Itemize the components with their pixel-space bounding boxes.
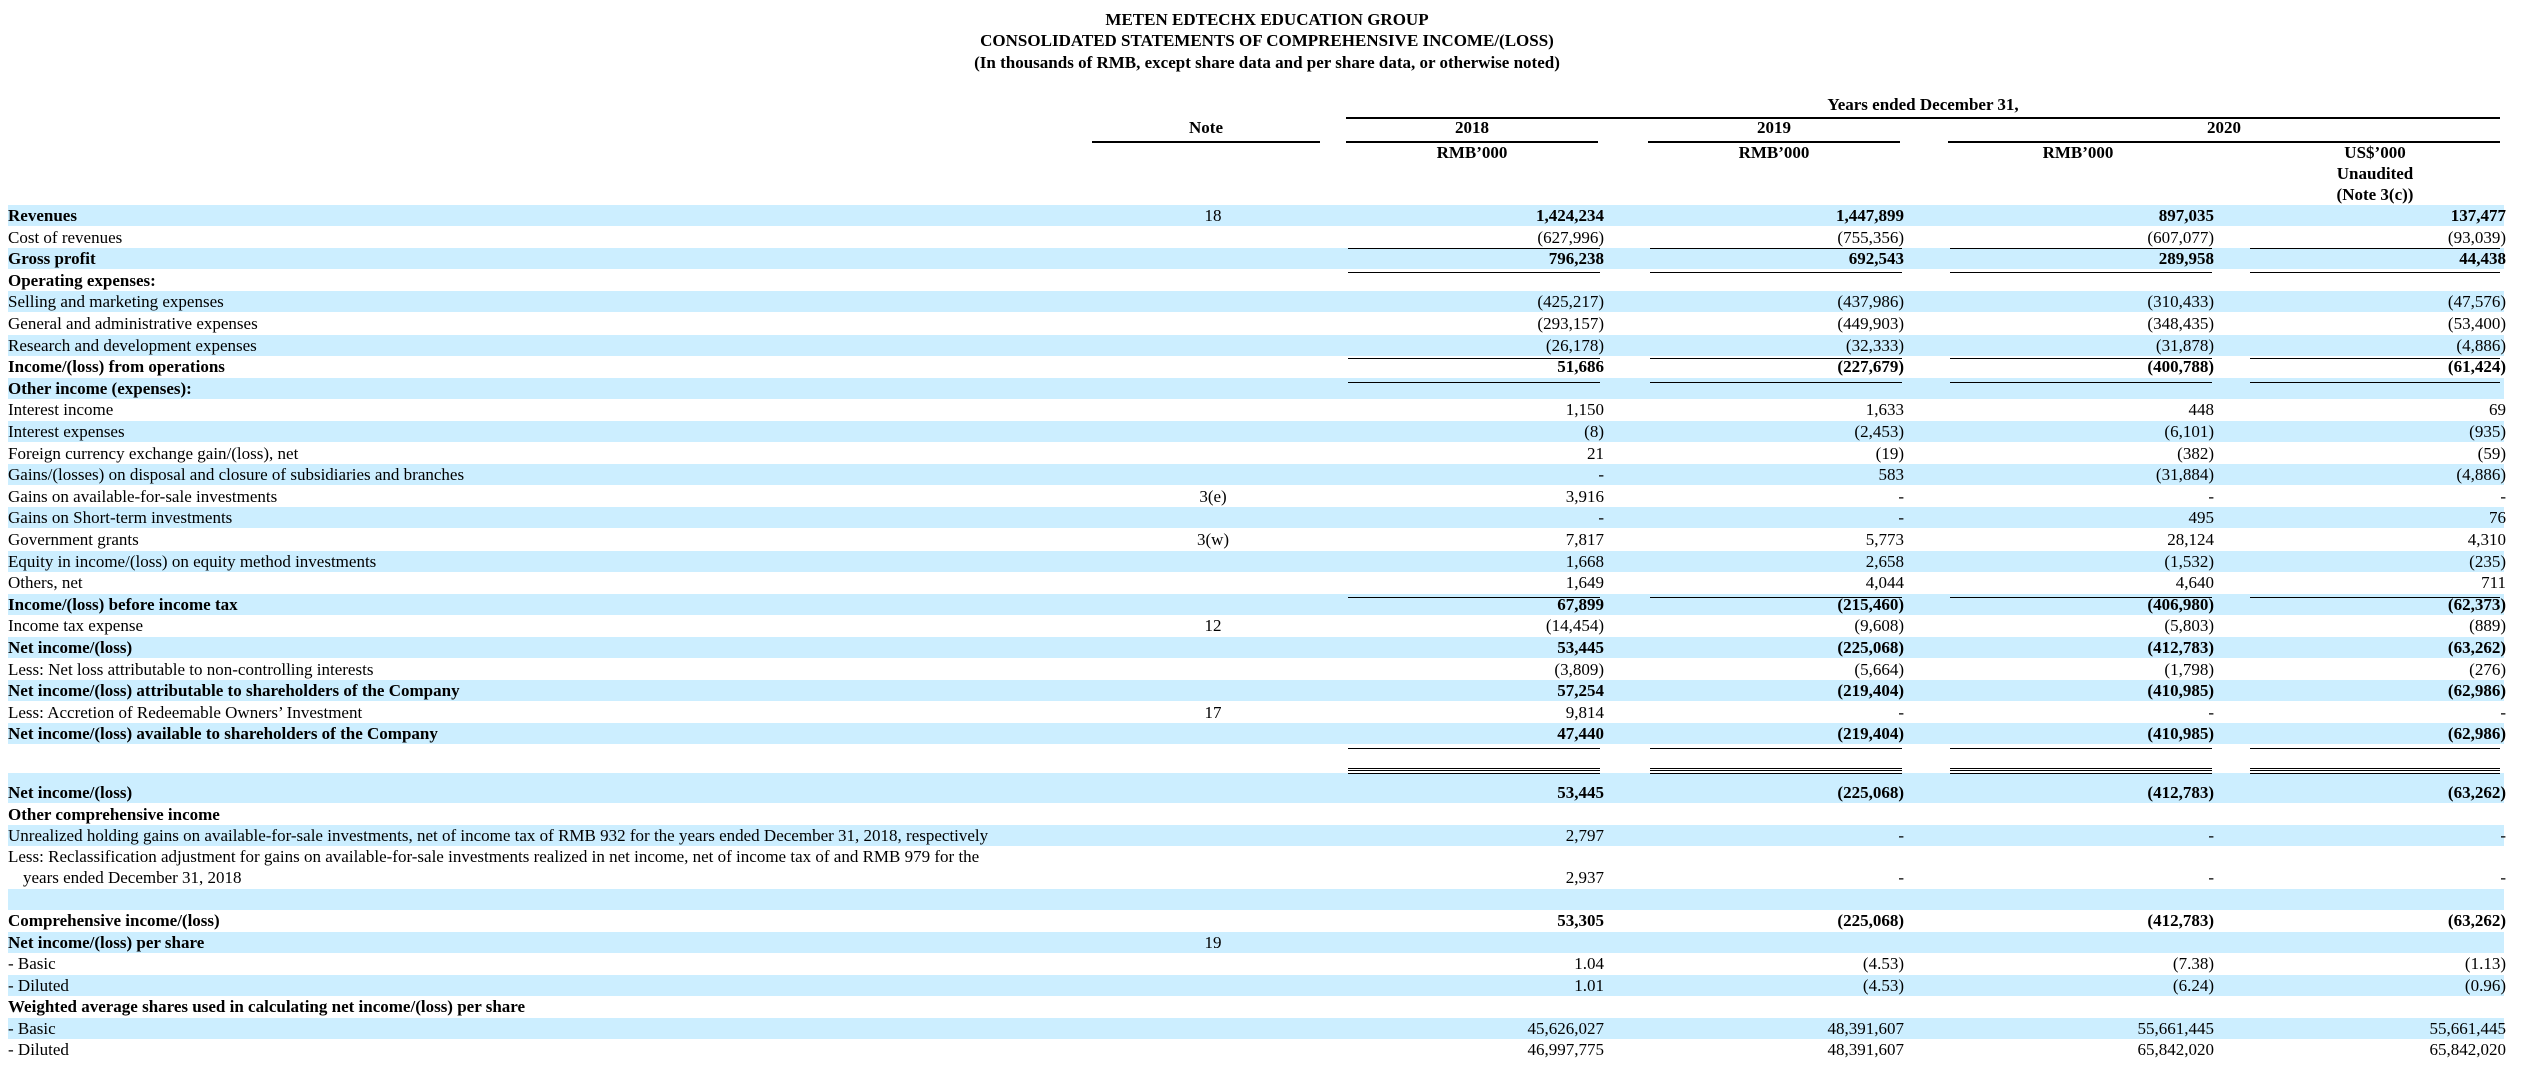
value-2019: (2,453) xyxy=(1854,422,1904,441)
value-2020-rmb: (348,435) xyxy=(2147,314,2214,333)
subtotal-rule xyxy=(1650,272,1902,273)
value-2019 xyxy=(1648,804,1904,825)
value-2018: (3,809) xyxy=(1554,659,1604,679)
year-2019-header: 2019 xyxy=(1757,118,1791,137)
value-2020-usd: 76 xyxy=(2489,508,2506,528)
value-2020-rmb xyxy=(1948,804,2214,825)
value-2020-rmb: 4,640 xyxy=(2175,573,2214,593)
statement-row xyxy=(8,507,2504,528)
subtotal-rule xyxy=(1348,748,1600,749)
value-2019: 48,391,607 xyxy=(1827,1040,1904,1059)
value-2018: - xyxy=(1598,465,1604,485)
value-2020-usd: (0.96) xyxy=(2464,975,2506,995)
row-label: Research and development expenses xyxy=(8,335,257,355)
value-2020-rmb: - xyxy=(2208,486,2214,506)
value-2020-rmb: (31,878) xyxy=(2155,335,2214,355)
value-2020-usd: 55,661,445 xyxy=(2429,1018,2506,1038)
statement-row xyxy=(8,996,2504,1017)
subtotal-rule xyxy=(1348,248,1600,249)
value-2018: 46,997,775 xyxy=(1527,1040,1604,1059)
statement-row xyxy=(8,464,2504,485)
value-2020-rmb: (412,783) xyxy=(2147,783,2214,802)
value-2020-rmb: (412,783) xyxy=(2147,638,2214,657)
value-2020-rmb: - xyxy=(2208,702,2214,722)
subtotal-rule xyxy=(1950,358,2212,359)
subtotal-rule xyxy=(1950,597,2212,598)
value-2018: 45,626,027 xyxy=(1527,1018,1604,1038)
subtotal-rule xyxy=(1950,768,2212,769)
value-2020-rmb: (1,798) xyxy=(2164,659,2214,679)
row-label: Interest income xyxy=(8,400,114,420)
statement-row xyxy=(8,486,2504,507)
value-2018: (8) xyxy=(1584,422,1604,441)
statement-row xyxy=(8,356,2504,377)
statement-row xyxy=(8,910,2504,931)
row-label: General and administrative expenses xyxy=(8,314,258,333)
statement-row xyxy=(8,932,2504,953)
statement-row xyxy=(8,825,2504,846)
value-2018 xyxy=(1348,932,1604,953)
value-2019: 5,773 xyxy=(1865,530,1904,549)
company-name: METEN EDTECHX EDUCATION GROUP xyxy=(1105,10,1429,29)
value-2018 xyxy=(1348,378,1604,399)
row-label: - Basic xyxy=(8,1018,56,1038)
years-ended-header: Years ended December 31, xyxy=(1827,95,2019,114)
value-2019 xyxy=(1648,378,1904,399)
value-2018: 51,686 xyxy=(1557,357,1604,377)
value-2018: (293,157) xyxy=(1537,314,1604,333)
value-2019: (227,679) xyxy=(1837,357,1904,377)
value-2019: - xyxy=(1898,826,1904,845)
statement-row xyxy=(8,205,2504,226)
value-2018: 9,814 xyxy=(1565,702,1604,722)
statement-row xyxy=(8,227,2504,248)
value-2018: 796,238 xyxy=(1548,249,1604,269)
value-2020-rmb: - xyxy=(2208,826,2214,845)
value-2019: (449,903) xyxy=(1837,314,1904,333)
value-2018: 1,150 xyxy=(1565,400,1604,420)
statement-row xyxy=(8,399,2504,420)
value-2020-usd: (59) xyxy=(2477,443,2506,463)
value-2020-rmb: (410,985) xyxy=(2147,724,2214,744)
value-2019: 583 xyxy=(1878,465,1904,485)
subtotal-rule xyxy=(1650,248,1902,249)
subtotal-rule xyxy=(1950,382,2212,383)
statement-title: CONSOLIDATED STATEMENTS OF COMPREHENSIVE INCOME/(LOSS) xyxy=(980,31,1554,50)
row-label: Comprehensive income/(loss) xyxy=(8,911,220,930)
row-label: Others, net xyxy=(8,573,83,593)
value-2018: - xyxy=(1598,508,1604,528)
value-2020-usd: 65,842,020 xyxy=(2429,1040,2506,1059)
value-2019: (32,333) xyxy=(1845,335,1904,355)
row-label: Weighted average shares used in calculating net income/(loss) per share xyxy=(8,997,526,1016)
value-2020-rmb: (310,433) xyxy=(2147,292,2214,312)
value-2020-rmb: (406,980) xyxy=(2147,594,2214,614)
row-note: 3(e) xyxy=(1199,486,1227,506)
row-label: Net income/(loss) xyxy=(8,783,133,802)
value-2019: (219,404) xyxy=(1837,681,1904,701)
statement-subtitle: (In thousands of RMB, except share data and per share data, or otherwise noted) xyxy=(974,53,1560,72)
value-2020-rmb: (412,783) xyxy=(2147,911,2214,930)
value-2020-rmb: 289,958 xyxy=(2158,249,2214,269)
value-2020-usd: (235) xyxy=(2469,551,2506,571)
subtotal-rule xyxy=(1650,597,1902,598)
statement-row xyxy=(8,1018,2504,1039)
value-2018: 1,424,234 xyxy=(1536,206,1604,225)
row-label: Gains on available-for-sale investments xyxy=(8,486,278,506)
subtotal-rule xyxy=(2250,248,2500,249)
reclassification-value-2020-usd: - xyxy=(2500,868,2506,887)
value-2019: 2,658 xyxy=(1865,551,1904,571)
row-label: Foreign currency exchange gain/(loss), net xyxy=(8,443,299,463)
value-2020-usd: - xyxy=(2500,702,2506,722)
row-label: Less: Accretion of Redeemable Owners’ Investment xyxy=(8,702,363,722)
value-2018: (14,454) xyxy=(1545,616,1604,636)
subtotal-rule xyxy=(1348,768,1600,769)
value-2019: (215,460) xyxy=(1837,594,1904,614)
value-2020-usd: (47,576) xyxy=(2447,292,2506,312)
value-2018 xyxy=(1348,804,1604,825)
value-2018: 1,668 xyxy=(1565,551,1604,571)
statement-row xyxy=(8,702,2504,723)
row-note: 18 xyxy=(1204,206,1222,225)
row-note: 19 xyxy=(1204,932,1222,952)
value-2018: 21 xyxy=(1587,443,1604,463)
value-2019: 48,391,607 xyxy=(1827,1018,1904,1038)
row-label: Net income/(loss) per share xyxy=(8,932,205,952)
value-2020-usd: - xyxy=(2500,826,2506,845)
statement-row xyxy=(8,953,2504,974)
value-2019: (437,986) xyxy=(1837,292,1904,312)
value-2018: 7,817 xyxy=(1565,530,1604,549)
value-2020-rmb: (400,788) xyxy=(2147,357,2214,377)
note-3c-label: (Note 3(c)) xyxy=(2336,185,2414,204)
row-label: Equity in income/(loss) on equity method investments xyxy=(8,551,377,571)
value-2020-rmb: 448 xyxy=(2188,400,2214,420)
statement-row xyxy=(8,572,2504,593)
row-label: - Basic xyxy=(8,954,56,973)
value-2019: - xyxy=(1898,486,1904,506)
value-2019: 1,447,899 xyxy=(1836,206,1904,225)
value-2020-usd: 137,477 xyxy=(2450,206,2506,225)
value-2019 xyxy=(1648,932,1904,953)
value-2020-usd xyxy=(2248,996,2506,1017)
value-2020-rmb: 495 xyxy=(2188,508,2214,528)
value-2020-rmb: (1,532) xyxy=(2164,551,2214,571)
row-label: Gains/(losses) on disposal and closure of subsidiaries and branches xyxy=(8,465,465,485)
spacer-row xyxy=(8,889,2504,910)
value-2020-usd: (61,424) xyxy=(2447,357,2506,377)
subtotal-rule xyxy=(1348,382,1600,383)
row-label: Cost of revenues xyxy=(8,227,123,247)
row-label: Income tax expense xyxy=(8,616,143,636)
row-label: Selling and marketing expenses xyxy=(8,292,224,312)
row-label: Gains on Short-term investments xyxy=(8,508,233,528)
value-2020-rmb: (410,985) xyxy=(2147,681,2214,701)
row-label: Other income (expenses): xyxy=(8,378,192,398)
statement-row xyxy=(8,378,2504,399)
value-2018: 47,440 xyxy=(1557,724,1604,744)
value-2019: (755,356) xyxy=(1837,227,1904,247)
subtotal-rule xyxy=(1348,597,1600,598)
value-2020-usd: 711 xyxy=(2481,573,2506,593)
note-column-header: Note xyxy=(1189,118,1223,137)
statement-row xyxy=(8,529,2504,550)
value-2018: 53,445 xyxy=(1557,638,1604,657)
subtotal-rule xyxy=(2250,597,2500,598)
value-2020-usd: (93,039) xyxy=(2447,227,2506,247)
value-2020-usd: - xyxy=(2500,486,2506,506)
subtotal-rule xyxy=(1950,272,2212,273)
subtotal-rule xyxy=(1650,768,1902,769)
value-2018: (627,996) xyxy=(1537,227,1604,247)
value-2018: 53,305 xyxy=(1557,911,1604,930)
subtotal-rule xyxy=(2250,768,2500,769)
value-2019: 1,633 xyxy=(1865,400,1904,420)
value-2020-rmb: 55,661,445 xyxy=(2137,1018,2214,1038)
total-double-rule xyxy=(1348,770,1600,774)
subtotal-rule xyxy=(2250,748,2500,749)
value-2018: 1.01 xyxy=(1574,975,1604,995)
row-label: Net income/(loss) xyxy=(8,638,133,657)
value-2020-usd: (62,373) xyxy=(2447,594,2506,614)
total-double-rule xyxy=(1950,770,2212,774)
value-2019 xyxy=(1648,996,1904,1017)
unaudited-label: Unaudited xyxy=(2336,164,2414,183)
row-label: - Diluted xyxy=(8,1040,69,1059)
value-2018 xyxy=(1348,996,1604,1017)
statement-row xyxy=(8,421,2504,442)
value-2020-usd: 44,438 xyxy=(2459,249,2506,269)
reclassification-label-line1: Less: Reclassification adjustment for gains on available-for-sale investments realized in net income, net of income tax of and RMB 979 for the xyxy=(8,847,980,866)
value-2018: 1.04 xyxy=(1574,954,1604,973)
statement-row xyxy=(8,551,2504,572)
value-2020-rmb: (5,803) xyxy=(2164,616,2214,636)
value-2019: (4.53) xyxy=(1862,975,1904,995)
year-2020-header: 2020 xyxy=(2207,118,2241,137)
reclassification-row xyxy=(8,846,2504,888)
value-2020-rmb: (607,077) xyxy=(2147,227,2214,247)
statement-row xyxy=(8,1039,2504,1060)
value-2019: - xyxy=(1898,508,1904,528)
row-label: Operating expenses: xyxy=(8,270,156,290)
reclassification-value-2019: - xyxy=(1898,868,1904,887)
value-2018: 3,916 xyxy=(1565,486,1604,506)
row-label: Less: Net loss attributable to non-controlling interests xyxy=(8,659,374,679)
value-2020-rmb: (7.38) xyxy=(2172,954,2214,973)
value-2020-usd: 69 xyxy=(2489,400,2506,420)
value-2020-usd xyxy=(2248,804,2506,825)
subtotal-rule xyxy=(1950,748,2212,749)
statement-row xyxy=(8,335,2504,356)
statement-row xyxy=(8,723,2504,744)
statement-row xyxy=(8,615,2504,636)
row-label: Net income/(loss) available to shareholders of the Company xyxy=(8,724,438,744)
value-2020-usd: (53,400) xyxy=(2447,314,2506,333)
currency-2020-rmb-header: RMB’000 xyxy=(2042,143,2114,162)
row-label: Interest expenses xyxy=(8,422,125,441)
row-note: 17 xyxy=(1204,702,1222,722)
value-2018: (26,178) xyxy=(1545,335,1604,355)
statement-row xyxy=(8,680,2504,701)
value-2019: 4,044 xyxy=(1865,573,1904,593)
value-2020-rmb: (6.24) xyxy=(2172,975,2214,995)
value-2019: (219,404) xyxy=(1837,724,1904,744)
value-2020-usd xyxy=(2248,378,2506,399)
row-label: Income/(loss) from operations xyxy=(8,357,225,377)
currency-2019-header: RMB’000 xyxy=(1738,143,1810,162)
row-note: 12 xyxy=(1204,616,1222,636)
row-note: 3(w) xyxy=(1196,530,1230,549)
value-2020-usd: (935) xyxy=(2469,422,2506,441)
currency-2018-header: RMB’000 xyxy=(1436,143,1508,162)
value-2020-rmb: (31,884) xyxy=(2155,465,2214,485)
row-label: - Diluted xyxy=(8,975,69,995)
subtotal-rule xyxy=(2250,382,2500,383)
row-label: Government grants xyxy=(8,530,139,549)
value-2018: 57,254 xyxy=(1557,681,1604,701)
value-2020-usd: (889) xyxy=(2469,616,2506,636)
statement-row xyxy=(8,248,2504,269)
value-2020-rmb xyxy=(1948,378,2214,399)
row-label: Other comprehensive income xyxy=(8,804,220,824)
subtotal-rule xyxy=(1348,358,1600,359)
value-2019: (19) xyxy=(1875,443,1904,463)
value-2019: 692,543 xyxy=(1848,249,1904,269)
value-2020-rmb: (6,101) xyxy=(2164,422,2214,441)
subtotal-rule xyxy=(1650,748,1902,749)
currency-2020-usd-header: US$’000 xyxy=(2344,143,2406,162)
row-label: Revenues xyxy=(8,206,77,225)
statement-row xyxy=(8,782,2504,803)
value-2020-usd: 4,310 xyxy=(2467,530,2506,549)
value-2020-usd: (63,262) xyxy=(2447,911,2506,930)
year-2018-header: 2018 xyxy=(1455,118,1489,137)
row-label: Income/(loss) before income tax xyxy=(8,594,238,614)
value-2020-rmb: 28,124 xyxy=(2167,530,2214,549)
value-2020-rmb: 897,035 xyxy=(2158,206,2214,225)
value-2020-usd: (1.13) xyxy=(2464,954,2506,973)
total-double-rule xyxy=(1650,770,1902,774)
value-2020-rmb xyxy=(1948,932,2214,953)
value-2019: (4.53) xyxy=(1862,954,1904,973)
reclassification-value-2020: - xyxy=(2208,868,2214,887)
statement-row xyxy=(8,975,2504,996)
value-2018: 67,899 xyxy=(1557,594,1604,614)
value-2020-rmb: 65,842,020 xyxy=(2137,1040,2214,1059)
value-2020-rmb xyxy=(1948,996,2214,1017)
value-2019: (225,068) xyxy=(1837,911,1904,930)
statement-row xyxy=(8,291,2504,312)
value-2020-usd: (63,262) xyxy=(2447,783,2506,802)
value-2019: (9,608) xyxy=(1854,616,1904,636)
value-2020-usd: (4,886) xyxy=(2456,335,2506,355)
reclassification-value-2018: 2,937 xyxy=(1565,868,1604,887)
reclassification-label-line2: years ended December 31, 2018 xyxy=(23,868,242,887)
value-2019: (225,068) xyxy=(1837,783,1904,802)
value-2020-usd xyxy=(2248,932,2506,953)
value-2020-usd: (276) xyxy=(2469,659,2506,679)
statement-row xyxy=(8,637,2504,658)
value-2019: (225,068) xyxy=(1837,638,1904,657)
value-2020-usd: (63,262) xyxy=(2447,638,2506,657)
total-double-rule xyxy=(2250,770,2500,774)
statement-row xyxy=(8,804,2504,825)
subtotal-rule xyxy=(1650,358,1902,359)
value-2020-usd: (4,886) xyxy=(2456,465,2506,485)
value-2020-usd: (62,986) xyxy=(2447,724,2506,744)
row-label: Gross profit xyxy=(8,249,96,269)
subtotal-rule xyxy=(1348,272,1600,273)
value-2018: 1,649 xyxy=(1565,573,1604,593)
value-2020-rmb: (382) xyxy=(2177,443,2214,463)
statement-row xyxy=(8,443,2504,464)
statement-row xyxy=(8,659,2504,680)
value-2020-usd: (62,986) xyxy=(2447,681,2506,701)
subtotal-rule xyxy=(1650,382,1902,383)
row-label: Net income/(loss) attributable to shareholders of the Company xyxy=(8,681,460,701)
subtotal-rule xyxy=(2250,358,2500,359)
note-header-rule xyxy=(1092,141,1320,143)
statement-row xyxy=(8,313,2504,334)
subtotal-rule xyxy=(2250,272,2500,273)
subtotal-rule xyxy=(1950,248,2212,249)
value-2019: (5,664) xyxy=(1854,659,1904,679)
value-2019: - xyxy=(1898,702,1904,722)
value-2018: 2,797 xyxy=(1565,826,1604,845)
row-label: Unrealized holding gains on available-for-sale investments, net of income tax of RMB 932 for the years ended December 31, 2018, respectively xyxy=(8,826,989,845)
value-2018: (425,217) xyxy=(1537,292,1604,312)
value-2018: 53,445 xyxy=(1557,783,1604,802)
